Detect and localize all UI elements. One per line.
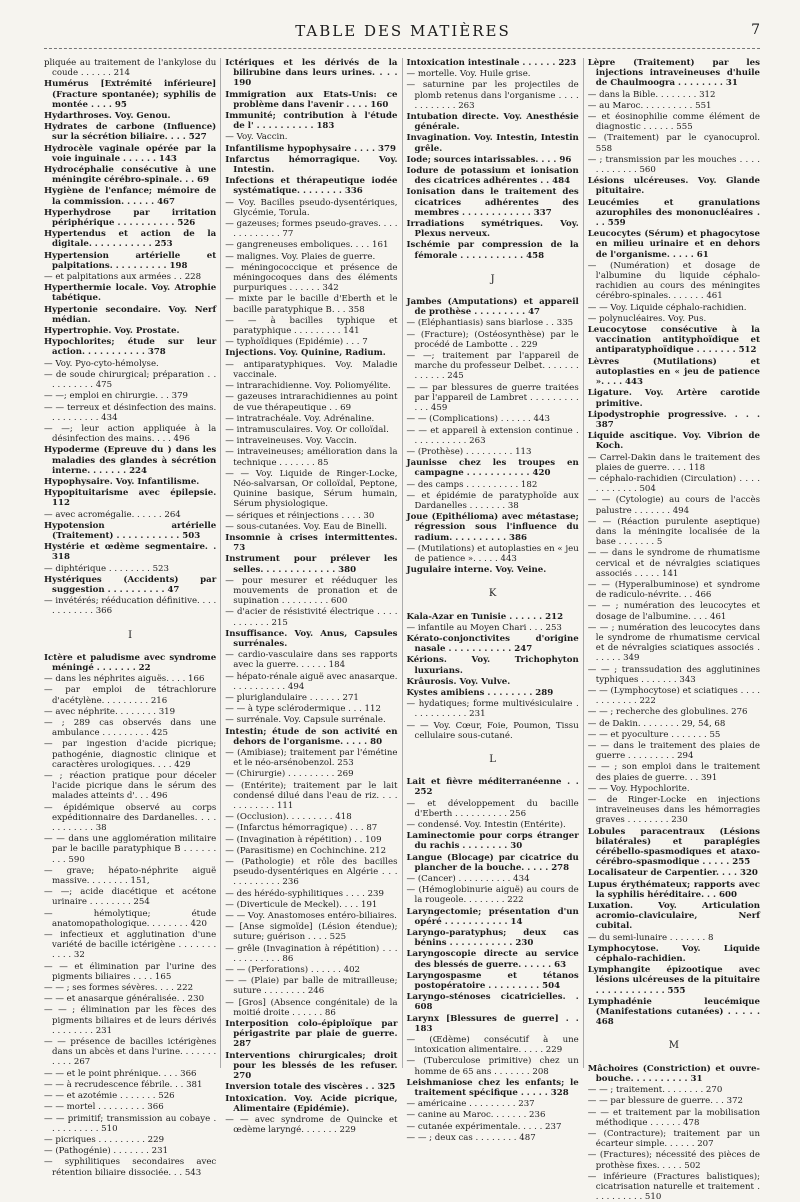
index-entry: — — présence de bacilles ictérigènes dans un abcès et dans l'urine. . . . . . . . . . . 267 [44, 1037, 217, 1068]
index-entry: Leishmaniose chez les enfants; le traitement spécifique . . . . . 328 [406, 1077, 579, 1099]
index-entry: — hémolytique; étude anatomopathologique. . . . . . . . 420 [44, 908, 217, 929]
index-entry: Kala-Azar en Tunisie . . . . . . 212 [406, 611, 564, 622]
index-entry: — hépato-rénale aiguë avec anasarque. . . . . . . . . . . 494 [225, 671, 398, 692]
index-entry: — intrarachidienne. Voy. Poliomyélite. [225, 381, 391, 392]
index-entry: — méningococcique et présence de méningocoques dans des éléments purpuriques . . . . . . 342 [225, 262, 398, 294]
index-entry: — de Ringer-Locke en injections intraveineuses dans les hémorragies graves . . . . . . . . 230 [587, 795, 760, 826]
index-entry: — — et appareil à extension continue . . . . . . . . . . . 263 [406, 425, 579, 446]
index-entry: Lymphadénie leucémique (Manifestations cutanées) . . . . . 468 [587, 996, 760, 1028]
index-entry: Leucémies et granulations azurophiles des mononucléaires . . . 559 [587, 197, 760, 229]
index-entry: — — et azotémie . . . . . . . 526 [44, 1091, 175, 1102]
index-entry: Iodure de potassium et ionisation des cicatrices adhérentes . . 484 [406, 166, 579, 187]
index-entry: — — mortel . . . . . . . . . 366 [44, 1102, 164, 1113]
index-entry: Ictériques et les dérivés de la bilirubine dans leurs urines. . . . 190 [225, 58, 398, 89]
index-entry: — — à bacilles typhique et paratyphique . . . . . . . . . 141 [225, 315, 398, 337]
index-entry: — — ; numération des leucocytes et dosage de l'albumine. . . . 461 [587, 601, 760, 622]
index-entry: Hyperhydrose par irritation périphérique . . . . . . . . . . 526 [44, 207, 217, 229]
index-entry: — — (Plaie) par balle de mitrailleuse; suture . . . . . . . . 246 [225, 976, 398, 997]
index-entry: — — et traitement par la mobilisation méthodique . . . . . . 478 [587, 1107, 760, 1128]
index-entry: — intraveineuses. Voy. Vaccin. [225, 436, 357, 447]
index-entry: Kystes amibiens . . . . . . . . 289 [406, 687, 554, 698]
index-entry: Infarctus hémorragique. Voy. Intestin. [225, 154, 398, 176]
index-entry: — gazeuses intrarachidiennes au point de vue thérapeutique . . 69 [225, 392, 398, 413]
index-entry: Hydrocèle vaginale opérée par la voie inguinale . . . . . . 143 [44, 143, 217, 164]
index-entry: Hypoderme (Epreuve du ) dans les maladies des glandes à sécrétion interne. . . . . . . 224 [44, 445, 217, 476]
index-entry: — canine au Maroc. . . . . . . 236 [406, 1110, 546, 1121]
index-entry: Jugulaire interne. Voy. Veine. [406, 565, 547, 576]
index-entry: — —; emploi en chirurgie. . . 379 [44, 391, 189, 402]
index-entry: — épidémique observé au corps expéditionnaire des Dardanelles. . . . . . . . . . . . 38 [44, 802, 217, 834]
index-entry: — —; leur action appliquée à la désinfection des mains. . . . 496 [44, 423, 217, 445]
index-entry: — hydatiques; forme multivésiculaire . . . . . . . . . . . 231 [406, 699, 579, 720]
index-entry: Krâurosis. Voy. Vulve. [406, 676, 511, 687]
index-entry: Lipodystrophie progressive. . . . 387 [587, 409, 760, 430]
index-entry: pliquée au traitement de l'ankylose du coude . . . . . . 214 [44, 58, 217, 79]
index-entry: — polynucléaires. Voy. Pus. [587, 313, 707, 324]
index-entry: — (Numération) et dosage de l'albumine du liquide céphalo-rachidien au cours des méningites cérébro-spinales. . . . . . . 461 [587, 260, 760, 302]
index-entry: Liquide ascitique. Voy. Vibrion de Koch. [587, 431, 760, 452]
index-entry: — (Œdème) consécutif à une intoxication alimentaire. . . . . 229 [406, 1035, 579, 1056]
index-entry: Infantilisme hypophysaire . . . . 379 [225, 143, 396, 154]
index-entry: Lymphangite épizootique avec lésions ulcéreuses de la pituitaire . . . . . . . . . . . . 555 [587, 965, 760, 996]
index-entry: — — et le point phrénique. . . . 366 [44, 1068, 197, 1079]
index-entry: Laryngoscopie directe au service des blessés de guerre. . . . . . 63 [406, 949, 579, 970]
index-entry: — — (Complications) . . . . . . 443 [406, 414, 550, 425]
index-entry: — du semi-lunaire . . . . . . . 8 [587, 932, 714, 943]
index-entry: — — ; ses formes sévères. . . . 222 [44, 983, 194, 994]
index-entry: Larynx [Blessures de guerre] . . 183 [406, 1013, 579, 1034]
index-entry: — dans la Bible. . . . . . . . 312 [587, 89, 716, 100]
index-entry: Hydrates de carbone (Influence) sur la sécrétion biliaire. . . . 527 [44, 122, 217, 143]
index-entry: Immunité; contribution à l'étude de l' . . . . . . . . . . 183 [225, 111, 398, 132]
index-entry: — et épidémie de paratyphoïde aux Dardanelles . . . . . . . 38 [406, 490, 579, 511]
index-entry: Hypotension artérielle (Traitement) . . . . . . . . . . . 503 [44, 520, 217, 541]
index-entry: — et éosinophilie comme élément de diagnostic . . . . . . 555 [587, 112, 760, 133]
index-entry: Mâchoires (Constriction) et ouvre-bouche. . . . . . . . . . 31 [587, 1063, 760, 1084]
index-entry: — condensé. Voy. Intestin (Entérite). [406, 820, 566, 830]
index-entry: Humérus [Extrémité inférieure] (Fracture spontanée); syphilis de montée . . . . 95 [44, 79, 217, 110]
index-entry: — intramusculaires. Voy. Or colloïdal. [225, 424, 389, 435]
index-entry: Hypophysaire. Voy. Infantilisme. [44, 476, 200, 487]
index-entry: — — primitif; transmission au cobaye . . . . . . . . . . 510 [44, 1113, 217, 1134]
index-entry: — (Eléphantiasis) sans biarlose . . 335 [406, 318, 574, 329]
index-entry: — diphtérique . . . . . . . . 523 [44, 563, 169, 574]
index-entry: Infections et thérapeutique iodée systématique. . . . . . . . 336 [225, 176, 398, 197]
index-entry: Lésions ulcéreuses. Voy. Glande pituitaire. [587, 176, 760, 197]
index-entry: — — terreux et désinfection des mains. . . . . . . . . . 434 [44, 402, 217, 423]
index-column-1 [44, 58, 217, 1178]
index-entry: — Voy. Vaccin. [225, 132, 288, 143]
index-entry: — avec néphrite. . . . . . . . 319 [44, 706, 176, 717]
index-entry: — (Diverticule de Meckel). . . . 191 [225, 899, 378, 910]
index-entry: — — dans une agglomération militaire par le bacille paratyphique B . . . . . . . . . 590 [44, 834, 217, 865]
index-entry: Lait et fièvre méditerranéenne . . 252 [406, 777, 579, 798]
running-title: TABLE DES MATIÈRES [295, 22, 511, 40]
page-number: 7 [751, 22, 760, 38]
index-entry: Jaunisse chez les troupes en campagne . . . . . . . . . . . 420 [406, 458, 579, 479]
index-entry: Joue (Epithélioma) avec métastase; régression sous l'influence du radium. . . . . . . . . . 386 [406, 512, 579, 543]
index-column-4 [583, 58, 760, 1202]
page-header [46, 22, 760, 42]
index-entry: Ictère et paludisme avec syndrome méningé . . . . . . . 22 [44, 652, 217, 673]
index-entry: Jambes (Amputations) et appareil de prothèse . . . . . . . . . 47 [406, 297, 579, 318]
index-entry: — (Prothèse) . . . . . . . . . 113 [406, 446, 532, 457]
index-entry: — — à type sclérodermique . . . 112 [225, 704, 381, 715]
index-entry: Laryngo-paratyphus; deux cas bénins . . . . . . . . . . . 230 [406, 928, 579, 949]
index-entry: Kérato-conjonctivites d'origine nasale . . . . . . . . . . . 247 [406, 633, 579, 655]
index-entry: — ; 289 cas observés dans une ambulance . . . . . . . . . 425 [44, 717, 217, 739]
index-entry: Intoxication intestinale . . . . . . 223 [406, 58, 577, 68]
index-entry: — —; acide diacétique et acétone urinaire . . . . . . . . 254 [44, 887, 217, 908]
index-entry: — Carrel-Dakin dans le traitement des plaies de guerre. . . . 118 [587, 452, 760, 473]
index-entry: — grave; hépato-néphrite aiguë massive. . . . . . . . 151, [44, 865, 217, 887]
index-entry: — — à recrudescence fébrile. . . 381 [44, 1079, 203, 1090]
index-entry: — — par blessures de guerre traitées par l'appareil de Lambret . . . . . . . . . . . . 459 [406, 382, 579, 414]
index-entry: — (Entérite); traitement par le lait condensé dilué dans l'eau de riz. . . . . . . . . . . . 111 [225, 780, 398, 812]
index-entry: Ischémie par compression de la fémorale . . . . . . . . . . . 458 [406, 240, 579, 261]
index-entry: — — Voy. Liquide céphalo-rachidien. [587, 302, 747, 313]
index-entry: Ionisation dans le traitement des cicatrices adhérentes des membres . . . . . . . . . . . . 337 [406, 187, 579, 218]
index-entry: — antiparatyphiques. Voy. Maladie vaccinale. [225, 359, 398, 380]
index-entry: Hyperthermie locale. Voy. Atrophie tabétique. [44, 283, 217, 304]
index-entry: Kérions. Voy. Trichophyton luxurians. [406, 655, 579, 676]
index-entry: Luxation. Voy. Articulation acromio-claviculaire, Nerf cubital. [587, 901, 760, 932]
index-entry: Inversion totale des viscères . . 325 [225, 1082, 396, 1093]
index-entry: — picriques . . . . . . . . . 229 [44, 1134, 165, 1145]
index-entry: Hypertension artérielle et palpitations. . . . . . . . . . 198 [44, 250, 217, 271]
index-entry: — de soude chirurgical; préparation . . . . . . . . . . 475 [44, 369, 217, 391]
index-entry: Hypopituitarisme avec épilepsie. 112 [44, 488, 217, 509]
index-entry: Laminectomie pour corps étranger du rachis . . . . . . . . 30 [406, 831, 579, 852]
index-entry: — cutanée expérimentale. . . . . 237 [406, 1121, 562, 1132]
index-entry: Intestin; étude de son activité en dehors de l'organisme. . . . . 80 [225, 726, 398, 747]
index-entry: — mixte par le bacille d'Eberth et le bacille paratyphique B. . . 358 [225, 294, 398, 315]
index-entry: — malignes. Voy. Plaies de guerre. [225, 251, 376, 262]
index-entry: Laryngo-sténoses cicatricielles. . 608 [406, 992, 579, 1013]
index-entry: Instrument pour prélever les selles. . . . . . . . . . . . . 380 [225, 554, 398, 575]
index-entry: — (Invagination à répétition) . . 109 [225, 834, 382, 845]
index-entry: — sériques et réinjections . . . . 30 [225, 510, 375, 521]
index-entry: Lobules paracentraux (Lésions bilatérales) et paraplégies cérébello-spasmodiques et ataxo-cérébro-spasmodique . . . . . 255 [587, 826, 760, 868]
index-entry: — de Dakin. . . . . . . . 29, 54, 68 [587, 718, 726, 729]
index-entry: — Voy. Pyo-cyto-hémolyse. [44, 358, 159, 369]
index-entry: — saturnine par les projectiles de plomb retenus dans l'organisme . . . . . . . . . . . . 263 [406, 80, 579, 111]
index-entry: — (Amibiase); traitement par l'émétine et le néo-arsénobenzol. 253 [225, 748, 398, 769]
index-entry: — — dans le syndrome de rhumatisme cervical et de névralgies sciatiques associés . . . . . 141 [587, 548, 760, 579]
index-entry: — syphilitiques secondaires avec rétention biliaire dissociée. . . 543 [44, 1157, 217, 1178]
index-entry: — (Infarctus hémorragique) . . . 87 [225, 823, 378, 834]
index-entry: — — ; élimination par les fèces des pigments biliaires et de leurs dérivés . . . . . . . . 231 [44, 1005, 217, 1036]
index-entry: Lèvres (Mutilations) et autoplasties en « jeu de patience ». . . . 443 [587, 356, 760, 388]
index-entry: Immigration aux Etats-Unis: ce problème dans l'avenir . . . . 160 [225, 89, 398, 110]
index-entry: Ligature. Voy. Artère carotide primitive. [587, 388, 760, 409]
index-entry: — — ; deux cas . . . . . . . . 487 [406, 1132, 536, 1143]
index-entry: — par ingestion d'acide picrique; pathogénie, diagnostic clinique et caractères urologiques. . . . 429 [44, 739, 217, 770]
index-entry: — ; transmission par les mouches . . . . . . . . . . . . 560 [587, 154, 760, 176]
index-entry: Leucocytes (Sérum) et phagocytose en milieu urinaire et en dehors de l'organisme. . . . . 61 [587, 229, 760, 260]
index-entry: — céphalo-rachidien (Circulation) . . . . . . . . . . . . 504 [587, 473, 760, 495]
index-entry: — (Occlusion). . . . . . . . . 418 [225, 812, 352, 823]
index-entry: — (Fracture); (Ostéosynthèse) par le procédé de Lambotte . . 229 [406, 329, 579, 350]
index-entry: Laryngospasme et tétanos postopératoire . . . . . . . . . 504 [406, 970, 579, 992]
index-entry: Langue (Blocage) par cicatrice du plancher de la bouche. . . . . 278 [406, 852, 579, 873]
index-entry: Interventions chirurgicales; droit pour les blessés de les refuser. 270 [225, 1050, 398, 1082]
index-entry: — (Fractures); nécessité des pièces de prothèse fixes. . . . . 502 [587, 1150, 760, 1171]
index-entry: Leucocytose consécutive à la vaccination antityphoïdique et antiparatyphoïdique . . . . . . . 512 [587, 325, 760, 356]
index-entry: — (Tuberculose primitive) chez un homme de 65 ans . . . . . . . 208 [406, 1056, 579, 1077]
header-rule [44, 48, 760, 49]
index-entry: Invagination. Voy. Intestin, Intestin grêle. [406, 133, 579, 154]
index-entry: — (Chirurgie) . . . . . . . . . 269 [225, 769, 354, 780]
index-entry: — — ; son emploi dans le traitement des plaies de guerre. . . 391 [587, 762, 760, 783]
index-entry: — — avec syndrome de Quincke et œdème laryngé. . . . . . . 229 [225, 1114, 398, 1136]
section-letter: J [490, 273, 495, 285]
index-entry: Hydarthroses. Voy. Genou. [44, 111, 171, 122]
index-entry: Hypertendus et action de la digitale. . . . . . . . . . . 253 [44, 229, 217, 250]
index-entry: — — (Lymphocytose) et sciatiques . . . . . . . . . . . . 222 [587, 685, 760, 707]
index-entry: — des camps . . . . . . . . . . 182 [406, 479, 538, 490]
index-entry: — pour mesurer et rééduquer les mouvements de pronation et de supination . . . . . . . . . 600 [225, 575, 398, 607]
index-entry: Hypochlorites; étude sur leur action. . . . . . . . . . . 378 [44, 337, 217, 358]
index-entry: — [Gros] (Absence congénitale) de la moitié droite . . . . . . 86 [225, 997, 398, 1018]
index-entry: — — ; numération des leucocytes dans le syndrome de rhumatisme cervical et de névralgies sciatiques associés . . . . . . 349 [587, 622, 760, 664]
index-entry: Hystérie et œdème segmentaire. . 318 [44, 542, 217, 563]
index-entry: — avec acromégalie. . . . . . 264 [44, 509, 181, 520]
index-entry: Injections. Voy. Quinine, Radium. [225, 348, 386, 359]
index-entry: Insuffisance. Voy. Anus, Capsules surrénales. [225, 628, 398, 649]
index-entry: — — par blessure de guerre. . . 372 [587, 1096, 744, 1107]
index-entry: — ; réaction pratique pour déceler l'acide picrique dans le sérum des malades atteints d'. . . 496 [44, 771, 217, 802]
index-entry: — —; traitement par l'appareil de marche du professeur Delbet. . . . . . . . . . . . . 245 [406, 351, 579, 382]
index-entry: — — Voy. Liquide de Ringer-Locke, Néo-salvarsan, Or colloïdal, Peptone, Quinine basique, Sérum humain, Sérum physiologique. [225, 468, 398, 510]
index-column-3 [402, 58, 579, 1143]
index-entry: — (Cancer) . . . . . . . . . . 434 [406, 874, 530, 885]
index-entry: — — ; traitement. . . . . . . . 270 [587, 1085, 723, 1096]
index-entry: — surrénale. Voy. Capsule surrénale. [225, 715, 386, 726]
index-entry: Localisateur de Carpentier. . . . 320 [587, 868, 758, 879]
index-entry: — mortelle. Voy. Huile grise. [406, 69, 531, 80]
index-entry: Iode; sources intarissables. . . . 96 [406, 154, 572, 165]
index-entry: — par emploi de tétrachlorure d'acétylène. . . . . . . . . 216 [44, 685, 217, 706]
index-entry: — et développement du bacille d'Eberth . . . . . . . . . . 256 [406, 798, 579, 819]
index-entry: — (Traitement) par le cyanocuprol. 558 [587, 133, 760, 154]
section-letter: M [668, 1040, 679, 1052]
index-entry: Lymphocytose. Voy. Liquide céphalo-rachidien. [587, 943, 760, 965]
index-entry: — infantile au Moyen Chari . . . 253 [406, 622, 562, 633]
index-entry: — Voy. Bacilles pseudo-dysentériques, Glycémie, Torula. [225, 197, 398, 218]
index-entry: — — (Réaction purulente aseptique) dans la méningite localisée de la base . . . . . . . 5 [587, 516, 760, 548]
index-entry: Hypertrophie. Voy. Prostate. [44, 326, 180, 337]
index-entry: Hystériques (Accidents) par suggestion . . . . . . . . . . 47 [44, 574, 217, 595]
index-entry: — gangreneuses emboliques. . . . 161 [225, 240, 389, 251]
index-entry: Intoxication. Voy. Acide picrique, Alimentaire (Epidémie). [225, 1093, 398, 1114]
index-entry: Hygiène de l'enfance; mémoire de la commission. . . . . . 467 [44, 186, 217, 207]
index-entry: — intratrachéale. Voy. Adrénaline. [225, 413, 375, 424]
index-entry: — — (Cytologie) au cours de l'accès palustre . . . . . . . 494 [587, 495, 760, 516]
index-entry: — (Pathologie) et rôle des bacilles pseudo-dysentériques en Algérie . . . . . . . . . . . . 236 [225, 857, 398, 888]
index-entry: Hydrocéphalie consécutive à une méningite cérébro-spinale. . . 69 [44, 165, 217, 186]
index-columns [44, 58, 760, 1202]
index-entry: Hypertonie secondaire. Voy. Nerf médian. [44, 304, 217, 325]
index-entry: — infectieux et agglutination d'une variété de bacille ictérigène . . . . . . . . . . . 32 [44, 930, 217, 961]
index-entry: — — ; transsudation des agglutinines typhiques . . . . . . . 343 [587, 664, 760, 685]
index-entry: — (Hémoglobinurie aiguë) au cours de la rougeole. . . . . . . . 222 [406, 885, 579, 906]
section-letter: I [128, 629, 133, 641]
index-entry: — (Pathogénie) . . . . . . . 231 [44, 1146, 169, 1157]
index-entry: — dans les néphrites aiguës. . . . 166 [44, 674, 205, 685]
index-entry: — intraveineuses; amélioration dans la technique . . . . . . . 85 [225, 447, 398, 468]
index-entry: — — Voy. Cœur, Foie, Poumon, Tissu cellulaire sous-cutané. [406, 720, 579, 741]
index-entry: — — (Hyperalbuminose) et syndrome de radiculo-névrite. . . 466 [587, 579, 760, 601]
index-entry: — — et pyoculture . . . . . . . 55 [587, 729, 721, 740]
index-entry: — — et anasarque généralisée. . 230 [44, 994, 205, 1005]
index-entry: — des hérédo-syphilitiques . . . . 239 [225, 888, 384, 899]
index-entry: — [Anse sigmoïde] (Lésion étendue); suture; guérison . . . . 525 [225, 922, 398, 943]
index-entry: — au Maroc. . . . . . . . . . 551 [587, 100, 712, 111]
index-entry: Interposition colo-épiploïque par périgastrite par plaie de guerre. 287 [225, 1019, 398, 1050]
index-entry: Insomnie à crises intermittentes. 73 [225, 532, 398, 554]
index-entry: Intubation directe. Voy. Anesthésie générale. [406, 112, 579, 133]
index-entry: Laryngectomie; présentation d'un opéré . . . . . . . . . . . 14 [406, 906, 579, 927]
index-entry: — — Voy. Anastomoses entéro-biliaires. [225, 911, 397, 922]
index-entry: — grêle (Invagination à répétition) . . . . . . . . . . . . 86 [225, 943, 398, 964]
index-entry: — inférieure (Fractures balistiques); cicatrisation naturelle et traitement . . . . . . . . . . 510 [587, 1171, 760, 1202]
index-entry: — — Voy. Hypochlorite. [587, 783, 690, 794]
index-entry: — sous-cutanées. Voy. Eau de Binelli. [225, 521, 387, 532]
index-entry: — cardio-vasculaire dans ses rapports avec la guerre. . . . . . 184 [225, 650, 398, 671]
index-entry: — d'acier de résistivité électrique . . . . . . . . . . . 215 [225, 607, 398, 628]
index-entry: — — dans le traitement des plaies de guerre . . . . . . . . . 294 [587, 741, 760, 762]
index-entry: — — (Perforations) . . . . . . 402 [225, 965, 361, 976]
index-entry: — pluriglandulaire . . . . . . 271 [225, 692, 359, 703]
index-entry: — gazeuses; formes pseudo-graves. . . . . . . . . . . . . 77 [225, 219, 398, 240]
index-entry: — typhoïdiques (Epidémie) . . . 7 [225, 337, 368, 348]
section-letter: L [489, 753, 496, 765]
index-entry: — — et élimination par l'urine des pigments biliaires . . . . 165 [44, 961, 217, 982]
index-entry: Lèpre (Traitement) par les injections intraveineuses d'huile de Chaulmoogra . . . . . . . . 31 [587, 58, 760, 89]
index-entry: — — ; recherche des globulines. 276 [587, 707, 748, 718]
index-column-2 [220, 58, 398, 1136]
section-letter: K [488, 588, 497, 600]
index-entry: — (Contracture); traitement par un écarteur simple. . . . . . 207 [587, 1128, 760, 1150]
index-entry: — et palpitations aux armées . . 228 [44, 272, 202, 283]
index-entry: — américaine . . . . . . . . . 237 [406, 1099, 535, 1110]
index-entry: — invétérés; rééducation définitive. . . . . . . . . . . . 366 [44, 596, 217, 617]
index-entry: Irradiations symétriques. Voy. Plexus nerveux. [406, 219, 579, 240]
index-entry: — (Parasitisme) en Cochinchine. 212 [225, 845, 387, 856]
index-entry: Lupus érythémateux; rapports avec la syphilis héréditaire. . . 600 [587, 879, 760, 900]
index-entry: — (Mutilations) et autoplasties en « jeu de patience ». . . . . 443 [406, 543, 579, 564]
